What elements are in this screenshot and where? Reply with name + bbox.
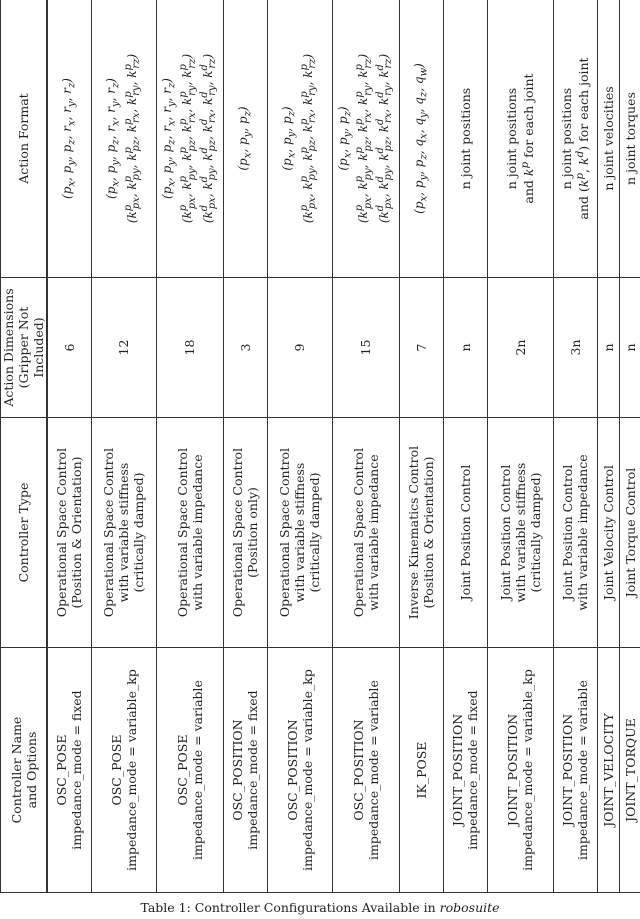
controller-name-cell: OSC_POSITION impedance_mode = variable bbox=[332, 648, 399, 893]
action-dimensions-cell: 6 bbox=[47, 278, 91, 418]
controller-name-cell: JOINT_TORQUE bbox=[619, 648, 640, 893]
controller-type-cell: Operational Space Control (Position & Orientation) bbox=[47, 418, 91, 648]
action-dimensions-cell: 18 bbox=[156, 278, 223, 418]
table-row bbox=[399, 0, 443, 893]
action-format-cell: n joint positions and ($k^p$, $k^d$) for each joint bbox=[553, 0, 597, 278]
action-format-cell: ($p_x$, $p_y$, $p_z$, $r_x$, $r_y$, $r_z$) ($k^p_{px}$, $k^p_{py}$, $k^p_{pz}$, $k^p_{rx}$, $k^p_{ry}$, $k^p_{rz}$) bbox=[91, 0, 156, 278]
table-row bbox=[443, 0, 487, 893]
action-format-cell: ($p_x$, $p_y$, $p_z$, $r_x$, $r_y$, $r_z$) bbox=[47, 0, 91, 278]
table-row bbox=[156, 0, 223, 893]
controller-type-cell: Inverse Kinematics Control (Position & Orientation) bbox=[399, 418, 443, 648]
action-dimensions-cell: 15 bbox=[332, 278, 399, 418]
action-dimensions-cell: 2n bbox=[487, 278, 553, 418]
header-controller-name: Controller Name and Options bbox=[1, 648, 48, 893]
controller-type-cell: Joint Position Control with variable impedance bbox=[553, 418, 597, 648]
action-format-cell: ($p_x$, $p_y$, $p_z$, $r_x$, $r_y$, $r_z$) ($k^p_{px}$, $k^p_{py}$, $k^p_{pz}$, $k^p_{rx}$, $k^p_{ry}$, $k^p_{rz}$) ($k^d_{px}$, $k^d_{py}$, $k^d_{pz}$, $k^d_{rx}$, $k^d_{ry}$, $k^d_{rz}$) bbox=[156, 0, 223, 278]
action-format-cell: ($p_x$, $p_y$, $p_z$, $q_x$, $q_y$, $q_z$, $q_w$) bbox=[399, 0, 443, 278]
action-dimensions-cell: n bbox=[619, 278, 640, 418]
controller-name-cell: JOINT_POSITION impedance_mode = fixed bbox=[443, 648, 487, 893]
controller-name-cell: IK_POSE bbox=[399, 648, 443, 893]
controller-type-cell: Operational Space Control with variable stiffness (critically damped) bbox=[267, 418, 332, 648]
header-action-format: Action Format bbox=[1, 0, 48, 278]
action-dimensions-cell: n bbox=[597, 278, 619, 418]
caption-label: Table 1: Controller Configurations Available in bbox=[140, 900, 436, 915]
controller-type-cell: Joint Torque Control bbox=[619, 418, 640, 648]
action-dimensions-cell: 12 bbox=[91, 278, 156, 418]
header-action-dimensions: Action Dimensions (Gripper Not Included) bbox=[1, 278, 48, 418]
controller-name-cell: OSC_POSE impedance_mode = fixed bbox=[47, 648, 91, 893]
table-row bbox=[487, 0, 553, 893]
table-row bbox=[267, 0, 332, 893]
table-row bbox=[553, 0, 597, 893]
table-row bbox=[91, 0, 156, 893]
header-controller-type: Controller Type bbox=[1, 418, 48, 648]
table-caption bbox=[0, 900, 640, 915]
action-format-cell: ($p_x$, $p_y$, $p_z$) ($k^p_{px}$, $k^p_{py}$, $k^p_{pz}$, $k^p_{rx}$, $k^p_{ry}$, $k^p_{rz}$) ($k^d_{px}$, $k^d_{py}$, $k^d_{pz}$, $k^d_{rx}$, $k^d_{ry}$, $k^d_{rz}$) bbox=[332, 0, 399, 278]
action-format-cell: n joint positions and $k^p$ for each joint bbox=[487, 0, 553, 278]
controller-name-cell: OSC_POSE impedance_mode = variable_kp bbox=[91, 648, 156, 893]
action-format-cell: n joint positions bbox=[443, 0, 487, 278]
action-dimensions-cell: 9 bbox=[267, 278, 332, 418]
controller-name-cell: OSC_POSE impedance_mode = variable bbox=[156, 648, 223, 893]
table-row bbox=[597, 0, 619, 893]
action-dimensions-cell: 3n bbox=[553, 278, 597, 418]
header-row bbox=[1, 0, 48, 893]
table-row bbox=[223, 0, 267, 893]
action-format-cell: n joint velocities bbox=[597, 0, 619, 278]
controller-type-cell: Joint Velocity Control bbox=[597, 418, 619, 648]
controller-name-cell: OSC_POSITION impedance_mode = variable_kp bbox=[267, 648, 332, 893]
controller-type-cell: Joint Position Control bbox=[443, 418, 487, 648]
action-dimensions-cell: n bbox=[443, 278, 487, 418]
caption-robosuite: robosuite bbox=[439, 900, 500, 915]
controller-type-cell: Operational Space Control with variable impedance bbox=[156, 418, 223, 648]
controller-type-cell: Joint Position Control with variable stiffness (critically damped) bbox=[487, 418, 553, 648]
controller-name-cell: JOINT_POSITION impedance_mode = variable_kp bbox=[487, 648, 553, 893]
table-row bbox=[619, 0, 640, 893]
action-dimensions-cell: 3 bbox=[223, 278, 267, 418]
action-format-cell: ($p_x$, $p_y$, $p_z$) bbox=[223, 0, 267, 278]
controller-name-cell: JOINT_POSITION impedance_mode = variable bbox=[553, 648, 597, 893]
table-row bbox=[47, 0, 91, 893]
controller-type-cell: Operational Space Control with variable impedance bbox=[332, 418, 399, 648]
action-dimensions-cell: 7 bbox=[399, 278, 443, 418]
table-row bbox=[332, 0, 399, 893]
controller-type-cell: Operational Space Control with variable stiffness (critically damped) bbox=[91, 418, 156, 648]
action-format-cell: n joint torques bbox=[619, 0, 640, 278]
controller-name-cell: JOINT_VELOCITY bbox=[597, 648, 619, 893]
controller-name-cell: OSC_POSITION impedance_mode = fixed bbox=[223, 648, 267, 893]
controller-type-cell: Operational Space Control (Position only) bbox=[223, 418, 267, 648]
action-format-cell: ($p_x$, $p_y$, $p_z$) ($k^p_{px}$, $k^p_{py}$, $k^p_{pz}$, $k^p_{rx}$, $k^p_{ry}$, $k^p_{rz}$) bbox=[267, 0, 332, 278]
